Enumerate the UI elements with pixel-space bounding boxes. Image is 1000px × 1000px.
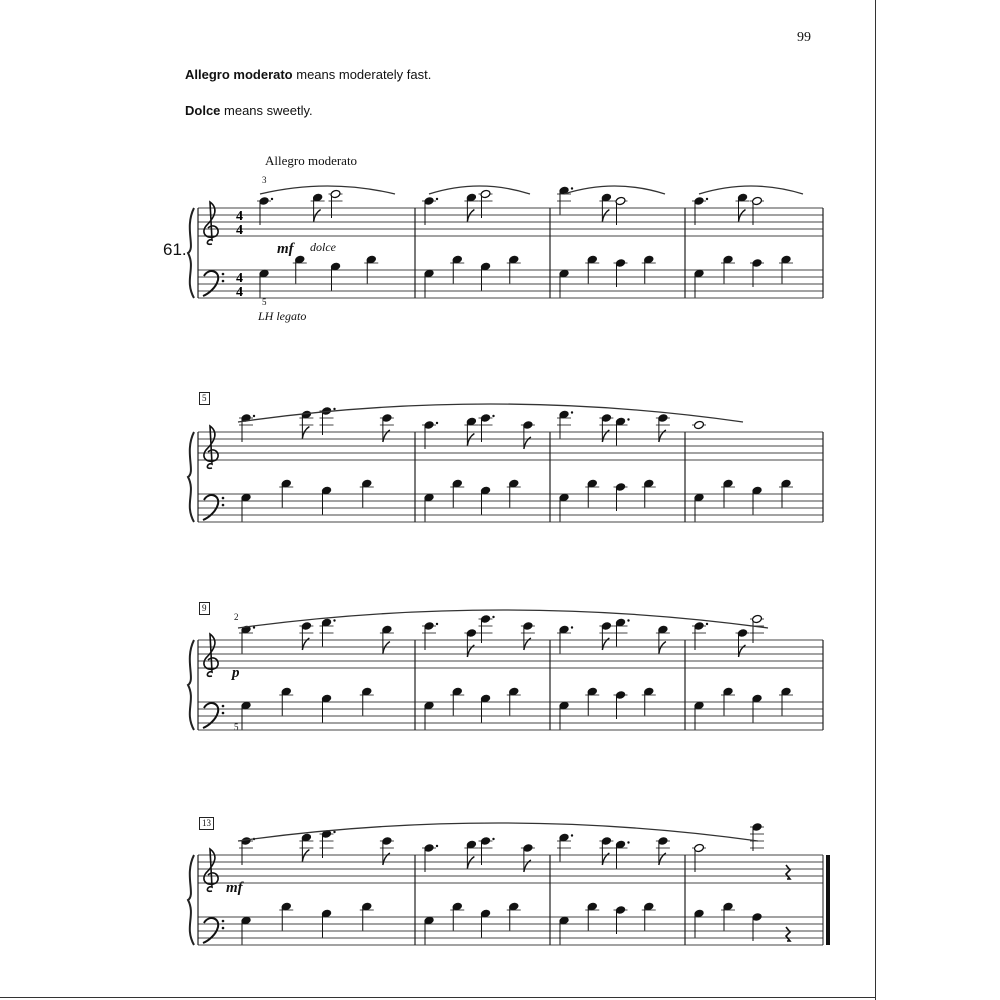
bass-clef-dot [222,497,225,500]
bass-clef-dot [222,273,225,276]
dynamic-mf: mf [277,241,294,257]
slur [238,823,758,841]
note-dot [253,415,255,417]
term: Dolce [185,103,221,118]
note-dot [571,411,573,413]
note-dot [706,623,708,625]
note-dot [436,623,438,625]
bass-clef-dot [222,705,225,708]
note-dot [436,845,438,847]
fingering: 3 [262,175,267,185]
piece-number: 61. [163,240,187,259]
final-barline [826,855,830,945]
slur [260,186,395,194]
expression-dolce: dolce [310,240,336,254]
slur [238,610,768,628]
note-dot [492,415,494,417]
slur [564,186,665,194]
term: Allegro moderato [185,67,293,82]
note-dot [492,616,494,618]
dynamic-mf: mf [226,880,243,896]
fingering: 2 [234,612,239,622]
note-dot [492,838,494,840]
note-dot [571,834,573,836]
bass-clef-dot [222,504,225,507]
quarter-rest [786,865,790,879]
time-signature: 4 [236,223,243,238]
note-dot [436,198,438,200]
note-dot [627,418,629,420]
measure-number-box: 13 [199,817,214,830]
lh-legato-instruction: LH legato [258,309,307,323]
fingering: 5 [234,722,239,732]
quarter-rest [786,927,790,941]
dynamic-p: p [232,665,240,681]
brace [188,208,194,298]
brace [188,432,194,522]
meaning: means moderately fast. [292,67,432,82]
time-signature: 4 [236,285,243,300]
note-dot [253,626,255,628]
brace [188,640,194,730]
brace [188,855,194,945]
note-dot [333,831,335,833]
measure-number-box: 9 [199,602,210,615]
note-dot [333,408,335,410]
slur [429,186,530,194]
measure-number-box: 5 [199,392,210,405]
tempo-marking: Allegro moderato [265,153,358,168]
fingering: 5 [262,297,267,307]
note-dot [627,619,629,621]
page-number: 99 [797,30,811,45]
bass-clef-dot [222,280,225,283]
bass-clef-dot [222,920,225,923]
meaning: means sweetly. [220,103,313,118]
note-head [694,420,705,429]
note-dot [706,198,708,200]
note-dot [627,841,629,843]
note-dot [571,626,573,628]
time-signature: 4 [236,209,243,224]
slur [699,186,803,194]
note-dot [571,187,573,189]
note-dot [436,422,438,424]
slur [238,404,743,422]
note-dot [271,198,273,200]
time-signature: 4 [236,271,243,286]
bass-clef-dot [222,927,225,930]
note-dot [333,619,335,621]
bass-clef-dot [222,712,225,715]
